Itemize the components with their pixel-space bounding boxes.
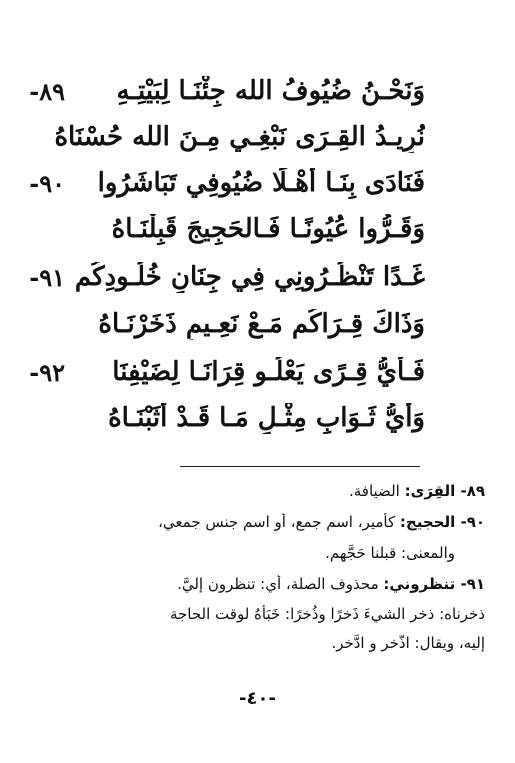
footnote-body: إليه، ويقال: اذَّخر و ادَّخر.: [331, 634, 485, 652]
footnote-line: [30, 605, 485, 624]
verse-number: ٩٢-: [29, 358, 65, 387]
verse-line: وَقَـرُّوا عُيُونًـا فَـالحَجِيجَ قَبِلْنَـاهُ: [111, 214, 425, 244]
footnote-body: الضيافة.: [348, 482, 405, 500]
footnote-body: والمعنى: قبلنا حَجَّهم.: [325, 544, 455, 562]
verse-line: غَـدًا تَنْظُـرُونِي فِي جِنَانِ خُلُـودِكُم: [74, 262, 425, 292]
verse-line: وَنَحْـنُ ضُيُوفُ الله جِئْنَـا لِبَيْتِـهِ: [116, 76, 425, 106]
verse-number: ٩٠-: [29, 169, 65, 198]
footnote-divider: [180, 466, 420, 467]
footnote-line: [30, 513, 485, 532]
page-number: -٤٠-: [239, 688, 276, 709]
footnote-head: ٨٩- القِرَى:: [404, 482, 485, 500]
footnote-line: [30, 544, 455, 563]
footnote-body: محذوف الصلة، أي: تنظرون إليَّ.: [177, 575, 384, 593]
verse-number: ٩١-: [29, 263, 65, 292]
verse-line: وَذَاكَ قِـرَاكُم مَـعْ نَعِـيمٍ ذَخَرْنَـاهُ: [98, 309, 425, 339]
footnote-line: [30, 482, 485, 501]
verse-number: ٨٩-: [29, 77, 65, 106]
footnote-body: كأمير، اسم جمع، أو اسم جنس جمعي،: [158, 513, 400, 531]
verse-line: نُرِيـدُ القِـرَى نَبْغِـي مِـنَ الله حُسْنَاهُ: [54, 122, 425, 152]
footnote-head: ٩١- تنظروني:: [383, 575, 485, 593]
footnote-body: ذخرناه: ذخر الشيءَ ذَخرًا وذُخرًا: خَبَأَهُ لوقت الحاجة: [169, 605, 485, 623]
verse-line: فَنَادَى بِنَـا أَهْـلًا ضُيُوفِي تَبَاشَرُوا: [97, 168, 425, 198]
footnote-line: [30, 634, 485, 653]
footnote-head: ٩٠- الحجيج:: [399, 513, 485, 531]
verse-line: وَأَيُّ ثَـوَابٍ مِثْـلِ مَـا قَـدْ أَثَبْنَـاهُ: [108, 403, 425, 433]
verse-line: فَـأَيُّ قِـرًى يَعْلُـو قِرَانَـا لِضَيْفِنَا: [112, 357, 425, 387]
footnote-line: [30, 575, 485, 594]
